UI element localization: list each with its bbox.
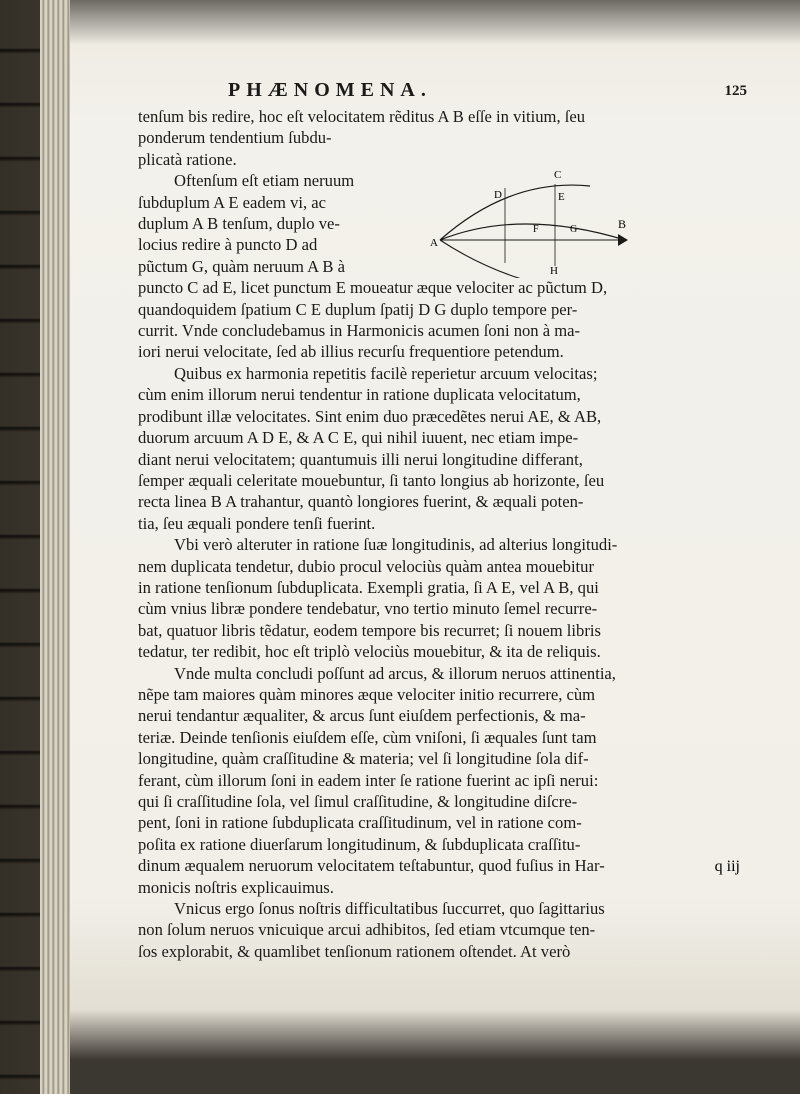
bow-diagram-svg: [430, 168, 630, 278]
text-line: pent, ſoni in ratione ſubduplicata craſſitudinum, vel in ratione com-: [138, 813, 582, 833]
text-line: Vbi verò alteruter in ratione ſuæ longitudinis, ad alterius longitudi-: [174, 535, 618, 555]
text-line: cùm vnius libræ pondere tendebatur, vno tertio minuto ſemel recurre-: [138, 599, 598, 619]
bow-diagram: [430, 168, 630, 278]
text-line: qui ſi craſſitudine ſola, vel ſimul craſſitudine, & longitudine diſcre-: [138, 792, 578, 811]
label-G: G: [570, 224, 578, 235]
label-A: A: [430, 237, 438, 249]
paragraph-6: [138, 898, 753, 962]
text-line: recta linea B A trahantur, quantò longiores fuerint, & æquali poten-: [138, 492, 584, 512]
page-edges: [40, 0, 70, 1094]
text-line: duplum A B tenſum, duplo ve-: [138, 214, 340, 234]
text-line: diant nerui velocitatem; quantumuis illi nerui longitudine differant,: [138, 449, 583, 469]
text-line: iori nerui velocitate, ſed ab illius recurſu frequentiore petendum.: [138, 342, 564, 362]
text-line: cùm enim illorum nerui tendentur in ratione duplicata velocitatum,: [138, 385, 581, 405]
page-number: 125: [724, 83, 747, 99]
page-header: [138, 80, 753, 104]
text-line: tenſum bis redire, hoc eſt velocitatem rẽditus A B eſſe in vitium, ſeu: [138, 107, 586, 126]
text-line: currit. Vnde concludebamus in Harmonicis acumen ſoni non à ma-: [138, 321, 581, 341]
text-line: ſemper æquali celeritate mouebuntur, ſi tanto longius ab horizonte, ſeu: [138, 470, 605, 490]
book-binding: [0, 0, 40, 1094]
running-head: PHÆNOMENA.: [228, 79, 432, 101]
text-line: Vnicus ergo ſonus noſtris difficultatibus ſuccurret, quo ſagittarius: [174, 899, 605, 919]
label-H: H: [550, 265, 558, 277]
text-line: Quibus ex harmonia repetitis facilè reperietur arcuum velocitas;: [174, 363, 598, 383]
label-C: C: [554, 169, 562, 181]
text-line: ferant, cùm illorum ſoni in eadem inter ſe ratione fuerint ac ipſi nerui:: [138, 770, 599, 790]
paragraph-1: [138, 106, 753, 170]
text-line: ſos explorabit, & quamlibet tenſionum rationem oſtendet. At verò: [138, 941, 571, 961]
text-line: poſita ex ratione diuerſarum longitudinum, & ſubduplicata craſſitu-: [138, 834, 581, 854]
text-line: plicatà ratione.: [138, 149, 237, 169]
text-line: nem duplicata tendetur, dubio procul velociùs quàm antea mouebitur: [138, 556, 594, 576]
text-line: pũctum G, quàm neruum A B à: [138, 256, 345, 276]
text-line: nẽpe tam maiores quàm minores æque velociter initio recurrere, cùm: [138, 684, 596, 704]
text-line: longitudine, quàm craſſitudine & materia; vel ſi longitudine ſola dif-: [138, 749, 589, 769]
text-line: prodibunt illæ velocitates. Sint enim duo præcedẽtes nerui AE, & AB,: [138, 406, 602, 426]
text-line: dinum æqualem neruorum velocitatem teſtabuntur, quod fuſius in Har-: [138, 856, 605, 876]
text-line: puncto C ad E, licet punctum E moueatur æque velociter ac pũctum D,: [138, 278, 608, 298]
text-line: Oftenſum eſt etiam neruum: [174, 171, 355, 191]
text-line: ſubduplum A E eadem vi, ac: [138, 192, 327, 212]
text-line: non ſolum neruos vnicuique arcui adhibitos, ſed etiam vtcumque ten-: [138, 920, 596, 940]
text-line: Vnde multa concludi poſſunt ad arcus, & illorum neruos attinentia,: [174, 663, 616, 683]
label-B: B: [618, 217, 627, 231]
paragraph-5: [138, 663, 753, 898]
catchword: q iij: [714, 858, 740, 875]
paragraph-4: [138, 534, 753, 662]
text-line: ponderum tendentium ſubdu-: [138, 128, 332, 148]
label-F: F: [533, 224, 539, 235]
text-line: tedatur, ter redibit, hoc eſt triplò velociùs mouebitur, & ita de reliquis.: [138, 642, 601, 662]
text-line: nerui tendantur æqualiter, & arcus ſunt eiuſdem perfectionis, & ma-: [138, 706, 586, 726]
text-line: bat, quatuor libris tẽdatur, eodem tempore bis recurret; ſi nouem libris: [138, 620, 601, 640]
label-E: E: [558, 191, 565, 203]
paragraph-3: [138, 363, 753, 534]
text-line: quandoquidem ſpatium C E duplum ſpatij D G duplo tempore per-: [138, 299, 578, 319]
text-line: locius redire à puncto D ad: [138, 235, 318, 255]
text-line: tia, ſeu æquali pondere tenſi fuerint.: [138, 513, 376, 533]
text-line: teriæ. Deinde tenſionis eiuſdem eſſe, cùm vniſoni, ſi æquales ſunt tam: [138, 727, 597, 747]
label-D: D: [494, 189, 502, 201]
text-line: monicis noſtris explicauimus.: [138, 877, 334, 897]
text-line: in ratione tenſionum ſubduplicata. Exempli gratia, ſi A E, vel A B, qui: [138, 577, 599, 597]
text-line: duorum arcuum A D E, & A C E, qui nihil iuuent, nec etiam impe-: [138, 428, 579, 448]
